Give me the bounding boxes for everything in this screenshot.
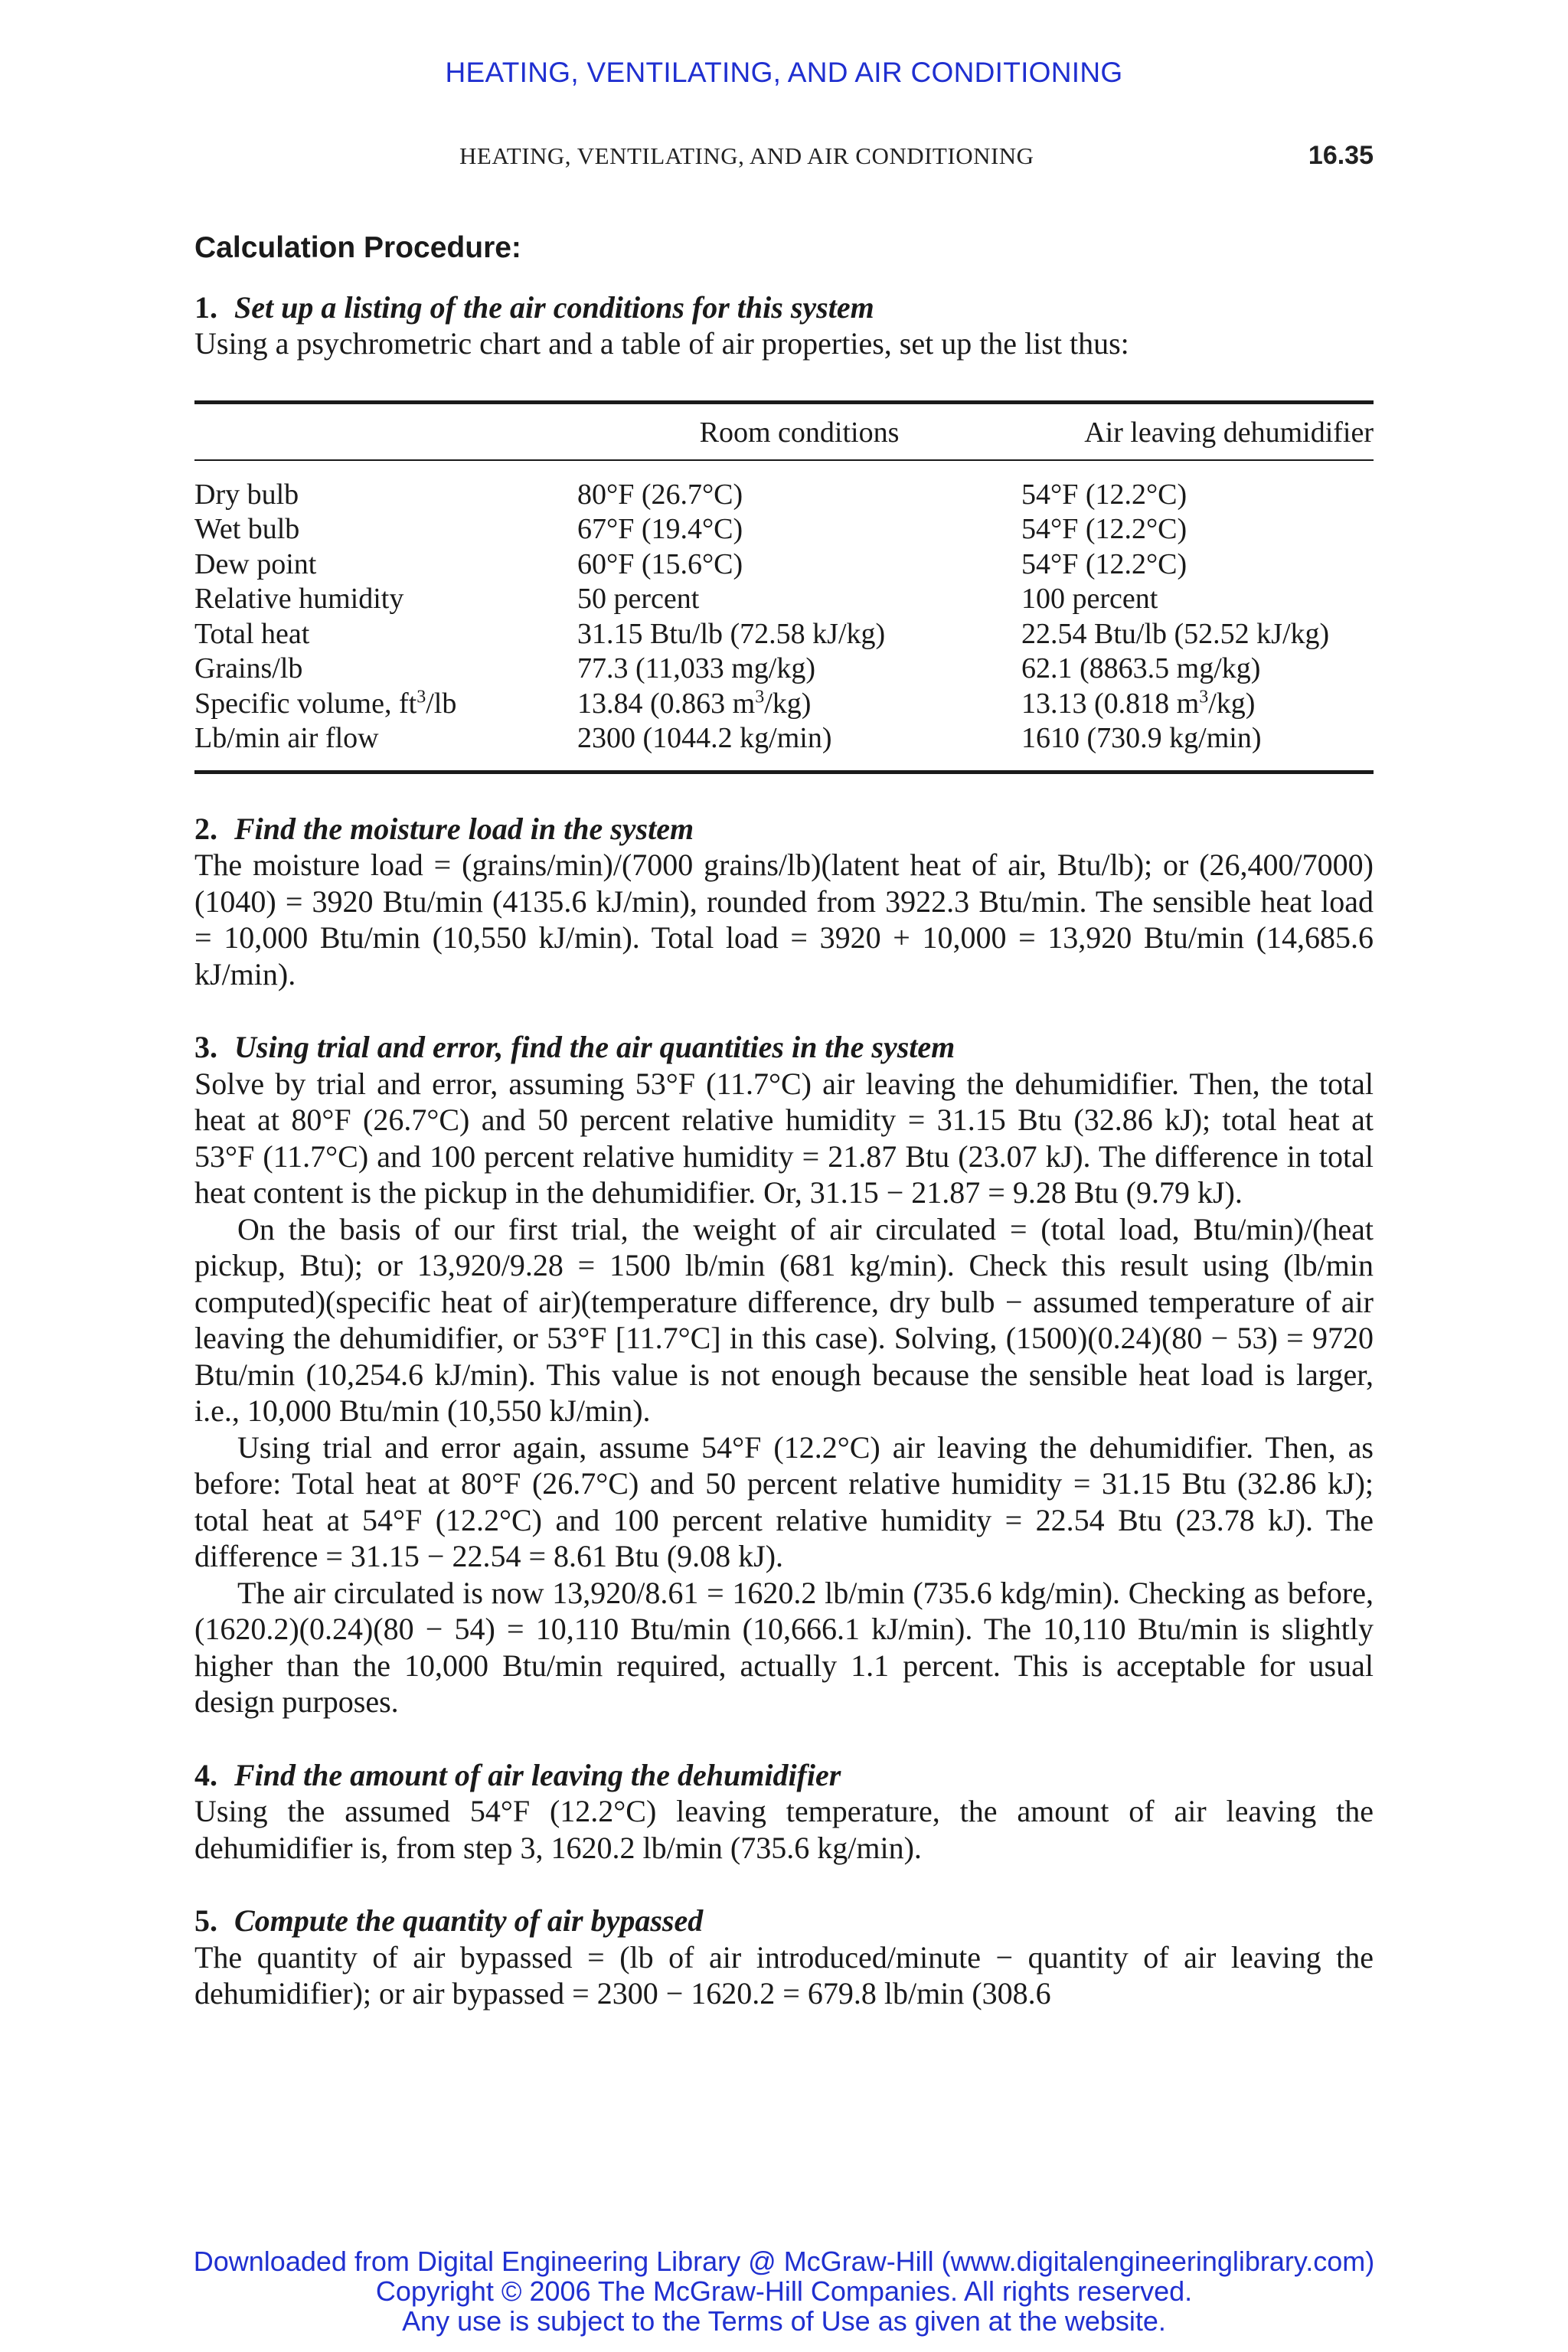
- step-heading: [194, 1029, 1374, 1066]
- row-label: Grains/lb: [194, 652, 303, 684]
- page-body: [194, 230, 1374, 2012]
- step-number: 5.: [194, 1903, 217, 1938]
- step-2: [194, 811, 1374, 993]
- step-heading: [194, 1757, 1374, 1794]
- step-number: 4.: [194, 1757, 217, 1792]
- step-4: [194, 1757, 1374, 1867]
- table-row: [194, 547, 1374, 583]
- table-header-row: [194, 404, 1374, 460]
- step-number: 1.: [194, 289, 217, 325]
- air-conditions-table: [194, 400, 1374, 774]
- step-number: 3.: [194, 1030, 217, 1064]
- table-row: [194, 512, 1374, 547]
- paragraph: The moisture load = (grains/min)/(7000 grains/lb)(latent heat of air, Btu/lb); or (26,400/7000)(1040) = 3920 Btu/min (4135.6 kJ/min), rounded from 3922.3 Btu/min. The sensible heat load = 10,000 Btu/min (10,550 kJ/min). Total load = 3920 + 10,000 = 13,920 Btu/min (14,685.6 kJ/min).: [194, 848, 1374, 991]
- site-banner: HEATING, VENTILATING, AND AIR CONDITIONING: [445, 57, 1123, 88]
- leaving-value: 54°F (12.2°C): [1021, 513, 1187, 545]
- leaving-value: 54°F (12.2°C): [1021, 478, 1187, 511]
- step-3: [194, 1029, 1374, 1720]
- paragraph: Using trial and error again, assume 54°F (12.2°C) air leaving the dehumidifier. Then, as before: Total heat at 80°F (26.7°C) and 50 percent relative humidity = 31.15 Btu (32.86 kJ); total heat at 54°F (12.2°C) and 100 percent relative humidity = 22.54 Btu (23.78 kJ). The difference = 31.15 − 22.54 = 8.61 Btu (9.08 kJ).: [194, 1429, 1374, 1573]
- row-label: Wet bulb: [194, 513, 300, 545]
- step-heading: [194, 289, 1374, 326]
- room-value: 80°F (26.7°C): [577, 478, 743, 511]
- column-header-room: Room conditions: [577, 404, 1021, 460]
- row-label: Dew point: [194, 547, 317, 580]
- column-header-leaving: Air leaving dehumidifier: [1021, 404, 1374, 460]
- table-row: [194, 721, 1374, 770]
- step-number: 2.: [194, 811, 217, 846]
- step-heading: [194, 811, 1374, 848]
- leaving-value: 13.13 (0.818 $m^3/kg$): [1021, 686, 1256, 720]
- step-title: Find the amount of air leaving the dehumidifier: [234, 1757, 841, 1792]
- room-value: 2300 (1044.2 kg/min): [577, 722, 832, 754]
- step-title: Using trial and error, find the air quantities in the system: [234, 1030, 956, 1064]
- leaving-value: 22.54 Btu/lb (52.52 kJ/kg): [1021, 617, 1330, 650]
- footer-terms: Any use is subject to the Terms of Use as given at the website.: [402, 2305, 1166, 2337]
- table-row: [194, 687, 1374, 722]
- row-label: Specific volume, $ft^3/lb$: [194, 686, 457, 720]
- table-row: [194, 617, 1374, 652]
- room-value: 67°F (19.4°C): [577, 513, 743, 545]
- paragraph: The quantity of air bypassed = (lb of air introduced/minute − quantity of air leaving the dehumidifier); or air bypassed = 2300 − 1620.2 = 679.8 lb/min (308.6: [194, 1939, 1374, 2011]
- table-row: [194, 460, 1374, 513]
- leaving-value: 62.1 (8863.5 mg/kg): [1021, 652, 1261, 684]
- paragraph: On the basis of our first trial, the weight of air circulated = (total load, Btu/min)/(heat pickup, Btu); or 13,920/9.28 = 1500 lb/min (681 kg/min). Check this result using (lb/min computed)(specific heat of air)(temperature difference, dry bulb − assumed temperature of air leaving the dehumidifier, or 53°F [11.7°C] in this case). Solving, (1500)(0.24)(80 − 53) = 9720 Btu/min (10,254.6 kJ/min). This value is not enough because the sensible heat load is larger, i.e., 10,000 Btu/min (10,550 kJ/min).: [194, 1211, 1374, 1428]
- row-label: Lb/min air flow: [194, 722, 379, 754]
- room-value: 31.15 Btu/lb (72.58 kJ/kg): [577, 617, 886, 650]
- page-number: 16.35: [1308, 141, 1374, 170]
- footer-copyright: Copyright © 2006 The McGraw-Hill Companies. All rights reserved.: [375, 2275, 1193, 2307]
- leaving-value: 100 percent: [1021, 583, 1158, 615]
- paragraph: Using the assumed 54°F (12.2°C) leaving temperature, the amount of air leaving the dehumidifier is, from step 3, 1620.2 lb/min (735.6 kg/min).: [194, 1794, 1374, 1865]
- room-value: 77.3 (11,033 mg/kg): [577, 652, 816, 684]
- row-label: Dry bulb: [194, 478, 299, 511]
- paragraph: Using a psychrometric chart and a table of air properties, set up the list thus:: [194, 326, 1129, 361]
- column-header: [194, 404, 577, 460]
- room-value: 50 percent: [577, 583, 700, 615]
- procedure-title: Calculation Procedure:: [194, 231, 521, 264]
- step-5: [194, 1903, 1374, 2012]
- room-value: 13.84 (0.863 $m^3/kg$): [577, 686, 812, 720]
- paragraph: The air circulated is now 13,920/8.61 = 1620.2 lb/min (735.6 kdg/min). Checking as before, (1620.2)(0.24)(80 − 54) = 10,110 Btu/min (10,666.1 kJ/min). The 10,110 Btu/min is slightly higher than the 10,000 Btu/min required, actually 1.1 percent. This is acceptable for usual design purposes.: [194, 1575, 1374, 1719]
- paragraph: Solve by trial and error, assuming 53°F (11.7°C) air leaving the dehumidifier. Then, the total heat at 80°F (26.7°C) and 50 percent relative humidity = 31.15 Btu (32.86 kJ); total heat at 53°F (11.7°C) and 100 percent relative humidity = 21.87 Btu (23.07 kJ). The difference in total heat content is the pickup in the dehumidifier. Or, 31.15 − 21.87 = 9.28 Btu (9.79 kJ).: [194, 1066, 1374, 1210]
- step-title: Find the moisture load in the system: [234, 811, 694, 846]
- room-value: 60°F (15.6°C): [577, 547, 743, 580]
- table-row: [194, 652, 1374, 687]
- leaving-value: 54°F (12.2°C): [1021, 547, 1187, 580]
- running-head: HEATING, VENTILATING, AND AIR CONDITIONING: [459, 142, 1034, 169]
- step-title: Compute the quantity of air bypassed: [234, 1903, 704, 1938]
- footer: [0, 2246, 1568, 2336]
- step-title: Set up a listing of the air conditions for this system: [234, 289, 874, 325]
- footer-download-link[interactable]: Downloaded from Digital Engineering Library @ McGraw-Hill (www.digitalengineeringlibrary.com): [193, 2246, 1375, 2277]
- row-label: Relative humidity: [194, 583, 404, 615]
- row-label: Total heat: [194, 617, 310, 650]
- step-1: [194, 289, 1374, 362]
- step-heading: [194, 1903, 1374, 1939]
- leaving-value: 1610 (730.9 kg/min): [1021, 722, 1262, 754]
- table-row: [194, 582, 1374, 617]
